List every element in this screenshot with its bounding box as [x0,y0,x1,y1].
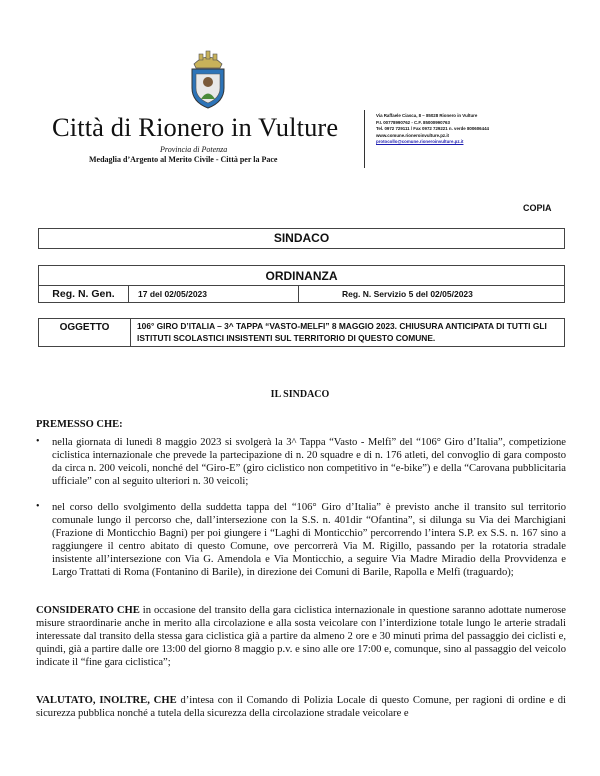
city-name: Città di Rionero in Vulture [52,112,339,142]
ordinanza-title: ORDINANZA [39,266,565,286]
pec-email-link[interactable]: protocollo@comune.rioneroinvulture.pz.it [376,139,464,145]
oggetto-table [38,318,565,347]
contact-website: www.comune.rioneroinvulture.pz.it [376,132,450,138]
considerato-keyword: CONSIDERATO CHE [36,605,140,616]
city-crest-icon [186,50,230,110]
valutato-text: d’intesa con il Comando di Polizia Locale di questo Comune, per ragioni di ordine e di sicurezza pubblica nonché a tutela della sicurezza della circolazione stradale veicolare e [36,695,566,719]
considerato-text: in occasione del transito della gara ciclistica internazionale in questione saranno adottate numerose misure straordinarie anche in merito alla circolazione e alla sosta veicolare con l’interdizione totale lungo le arterie stradali interessate dal transito della stessa gara ciclistica già a partire da almeno 2 ore e 30 minuti prima del passaggio dei ciclisti e, quindi, già a partire dalle ore 13:00 del giorno 8 maggio p.v. e sino alle ore 17:00 e, comunque, sino al passaggio del veicolo indicate il “fine gara ciclistica”; [36,605,566,668]
ordinanza-table [38,265,565,303]
considerato-paragraph [36,604,566,669]
oggetto-label: OGGETTO [39,319,131,347]
reg-gen-number: 17 del 02/05/2023 [129,286,299,303]
header-divider [364,110,365,168]
oggetto-text: 106° GIRO D’ITALIA – 3^ TAPPA “VASTO-MELFI” 8 MAGGIO 2023. CHIUSURA ANTICIPATA DI TUTTI GLI ISTITUTI SCOLASTICI INSISTENTI SUL TERRITORIO DI QUESTO COMUNE. [131,319,565,347]
medal-label: Medaglia d’Argento al Merito Civile - Città per la Pace [89,155,278,164]
contact-block [376,113,489,146]
bullet-marker: • [36,436,40,447]
premesso-bullet-1: nella giornata di lunedì 8 maggio 2023 si svolgerà la 3^ Tappa “Vasto - Melfi” del “106° Giro d’Italia”, competizione ciclistica internazionale che prevede la partecipazione di n. 20 squadre e di n. 176 atleti, del convoglio di gara composto da circa n. 200 veicoli, nonché del “Giro-E” (giro ciclistico non competitivo in “e-bike”) e della “Carovana pubblicitaria ufficiale” con al seguito ulteriori n. 30 veicoli; [52,437,566,487]
reg-gen-label: Reg. N. Gen. [39,286,129,303]
copy-label: COPIA [523,203,552,213]
valutato-paragraph [36,694,566,720]
il-sindaco-heading: IL SINDACO [270,389,330,400]
premesso-bullet-2: nel corso dello svolgimento della suddetta tappa del “106° Giro d’Italia” è previsto anche il transito sul territorio comunale lungo il percorso che, dall’intersezione con la S.S. n. 401dir “Ofantina”, si dilunga su Via dei Marchigiani (Frazione di Monticchio Bagni) per poi giungere i “Laghi di Monticchio” percorrendo l’intera S.P. ex S.S. n. 167 sino a raggiungere il centro abitato di questo Comune, ove percorrerà Via M. Rigillo, passando per la rotatoria stradale insistente all’intersezione con Via G. Amendola e Via Monticchio, a seguire Via Madre Miradio della Provvidenza e Largo Trattati di Roma (Fontanino di Barile), in direzione dei Comuni di Barile, Rapolla e Melfi (traguardo); [52,502,566,578]
contact-vat: P.I. 00778990762 - C.F. 85000990763 [376,119,450,125]
sindaco-box: SINDACO [38,228,565,249]
contact-address: Via Raffaele Ciasca, 8 – 85028 Rionero in Vulture [376,113,478,118]
premesso-heading: PREMESSO CHE: [36,419,123,430]
service-reg-number: Reg. N. Servizio 5 del 02/05/2023 [299,286,565,303]
bullet-marker: • [36,501,40,512]
valutato-keyword: VALUTATO, INOLTRE, CHE [36,695,177,706]
contact-phone: Tel. 0972 729111 / Fax 0972 729221 n. verde 800606444 [376,126,489,132]
province-label: Provincia di Potenza [160,145,228,154]
